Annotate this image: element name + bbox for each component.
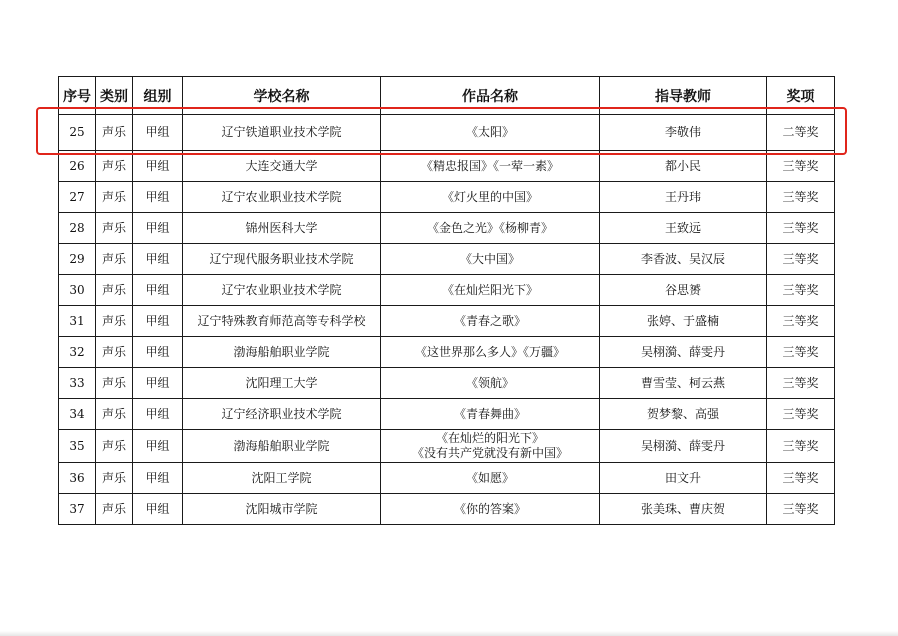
work-title-line: 《青春之歌》 (453, 313, 526, 328)
cell-group: 甲组 (133, 463, 183, 494)
cell-group: 甲组 (133, 494, 183, 525)
cell-award: 二等奖 (767, 115, 835, 151)
cell-award: 三等奖 (767, 430, 835, 463)
cell-no: 36 (59, 463, 96, 494)
cell-school: 辽宁现代服务职业技术学院 (183, 244, 381, 275)
table-body (59, 115, 835, 525)
cell-teacher: 曹雪莹、柯云燕 (600, 368, 767, 399)
cell-no: 31 (59, 306, 96, 337)
cell-award: 三等奖 (767, 463, 835, 494)
cell-group: 甲组 (133, 213, 183, 244)
cell-award: 三等奖 (767, 337, 835, 368)
header-work: 作品名称 (381, 77, 600, 115)
cell-teacher: 王丹玮 (600, 182, 767, 213)
cell-teacher: 都小民 (600, 151, 767, 182)
cell-no: 28 (59, 213, 96, 244)
cell-school: 渤海船舶职业学院 (183, 337, 381, 368)
work-title-line: 《青春舞曲》 (453, 406, 526, 421)
cell-teacher: 吴栩漪、薛雯丹 (600, 430, 767, 463)
cell-no: 34 (59, 399, 96, 430)
table-row (59, 151, 835, 182)
table-header (59, 77, 835, 115)
header-category: 类别 (96, 77, 133, 115)
cell-work (381, 430, 600, 463)
cell-group: 甲组 (133, 275, 183, 306)
header-no: 序号 (59, 77, 96, 115)
work-title-line: 《在灿烂的阳光下》 (435, 431, 544, 445)
cell-award: 三等奖 (767, 182, 835, 213)
cell-work (381, 151, 600, 182)
cell-category: 声乐 (96, 494, 133, 525)
cell-school: 锦州医科大学 (183, 213, 381, 244)
cell-teacher: 张婷、于盛楠 (600, 306, 767, 337)
cell-teacher: 谷思赟 (600, 275, 767, 306)
cell-school: 辽宁农业职业技术学院 (183, 182, 381, 213)
cell-category: 声乐 (96, 182, 133, 213)
table-row (59, 463, 835, 494)
table-row (59, 430, 835, 463)
cell-category: 声乐 (96, 244, 133, 275)
cell-group: 甲组 (133, 151, 183, 182)
work-title-line: 《领航》 (465, 375, 514, 390)
cell-category: 声乐 (96, 213, 133, 244)
cell-group: 甲组 (133, 306, 183, 337)
cell-group: 甲组 (133, 182, 183, 213)
cell-school: 沈阳理工大学 (183, 368, 381, 399)
cell-work (381, 213, 600, 244)
cell-award: 三等奖 (767, 399, 835, 430)
header-award: 奖项 (767, 77, 835, 115)
cell-group: 甲组 (133, 430, 183, 463)
table-row (59, 306, 835, 337)
cell-group: 甲组 (133, 368, 183, 399)
cell-school: 大连交通大学 (183, 151, 381, 182)
cell-group: 甲组 (133, 337, 183, 368)
table-row (59, 368, 835, 399)
header-group: 组别 (133, 77, 183, 115)
cell-school: 沈阳城市学院 (183, 494, 381, 525)
cell-work (381, 182, 600, 213)
cell-teacher: 吴栩漪、薛雯丹 (600, 337, 767, 368)
page-bottom-edge (0, 631, 898, 636)
cell-award: 三等奖 (767, 275, 835, 306)
cell-no: 29 (59, 244, 96, 275)
cell-group: 甲组 (133, 115, 183, 151)
table-row (59, 213, 835, 244)
table-row (59, 275, 835, 306)
cell-category: 声乐 (96, 399, 133, 430)
cell-work (381, 463, 600, 494)
header-teacher: 指导教师 (600, 77, 767, 115)
cell-no: 37 (59, 494, 96, 525)
cell-work (381, 368, 600, 399)
table-row (59, 182, 835, 213)
cell-no: 32 (59, 337, 96, 368)
cell-work (381, 275, 600, 306)
cell-teacher: 张美珠、曹庆贺 (600, 494, 767, 525)
header-row (59, 77, 835, 115)
cell-category: 声乐 (96, 306, 133, 337)
cell-category: 声乐 (96, 115, 133, 151)
cell-school: 辽宁铁道职业技术学院 (183, 115, 381, 151)
cell-award: 三等奖 (767, 368, 835, 399)
cell-teacher: 贺梦黎、高强 (600, 399, 767, 430)
cell-work (381, 306, 600, 337)
cell-award: 三等奖 (767, 244, 835, 275)
cell-work (381, 115, 600, 151)
cell-school: 辽宁经济职业技术学院 (183, 399, 381, 430)
cell-work (381, 399, 600, 430)
table-row (59, 115, 835, 151)
work-title-line: 《灯火里的中国》 (441, 189, 538, 204)
cell-teacher: 李香波、吴汉辰 (600, 244, 767, 275)
cell-category: 声乐 (96, 337, 133, 368)
cell-category: 声乐 (96, 430, 133, 463)
cell-group: 甲组 (133, 244, 183, 275)
cell-teacher: 田文升 (600, 463, 767, 494)
work-title-line: 《太阳》 (465, 125, 514, 139)
table-row (59, 337, 835, 368)
cell-group: 甲组 (133, 399, 183, 430)
cell-school: 沈阳工学院 (183, 463, 381, 494)
cell-work (381, 494, 600, 525)
awards-table (58, 76, 835, 525)
table-row (59, 399, 835, 430)
cell-school: 渤海船舶职业学院 (183, 430, 381, 463)
cell-award: 三等奖 (767, 494, 835, 525)
cell-no: 27 (59, 182, 96, 213)
cell-category: 声乐 (96, 463, 133, 494)
work-title-line: 《在灿烂阳光下》 (441, 282, 538, 297)
cell-work (381, 337, 600, 368)
work-title-line: 《大中国》 (459, 251, 520, 266)
cell-teacher: 王致远 (600, 213, 767, 244)
cell-category: 声乐 (96, 275, 133, 306)
work-title-line: 《没有共产党就没有新中国》 (411, 446, 568, 460)
cell-no: 35 (59, 430, 96, 463)
cell-award: 三等奖 (767, 151, 835, 182)
cell-category: 声乐 (96, 368, 133, 399)
cell-category: 声乐 (96, 151, 133, 182)
cell-no: 26 (59, 151, 96, 182)
work-title-line: 《这世界那么多人》《万疆》 (414, 344, 565, 359)
work-title-line: 《如愿》 (465, 470, 514, 485)
cell-work (381, 244, 600, 275)
table-row (59, 494, 835, 525)
cell-award: 三等奖 (767, 306, 835, 337)
work-title-line: 《金色之光》《杨柳青》 (426, 220, 553, 235)
cell-teacher: 李敬伟 (600, 115, 767, 151)
cell-no: 33 (59, 368, 96, 399)
cell-school: 辽宁农业职业技术学院 (183, 275, 381, 306)
cell-school: 辽宁特殊教育师范高等专科学校 (183, 306, 381, 337)
header-school: 学校名称 (183, 77, 381, 115)
table-row (59, 244, 835, 275)
cell-no: 30 (59, 275, 96, 306)
work-title-line: 《你的答案》 (453, 501, 526, 516)
work-title-line: 《精忠报国》《一荤一素》 (420, 158, 559, 173)
cell-no: 25 (59, 115, 96, 151)
cell-award: 三等奖 (767, 213, 835, 244)
